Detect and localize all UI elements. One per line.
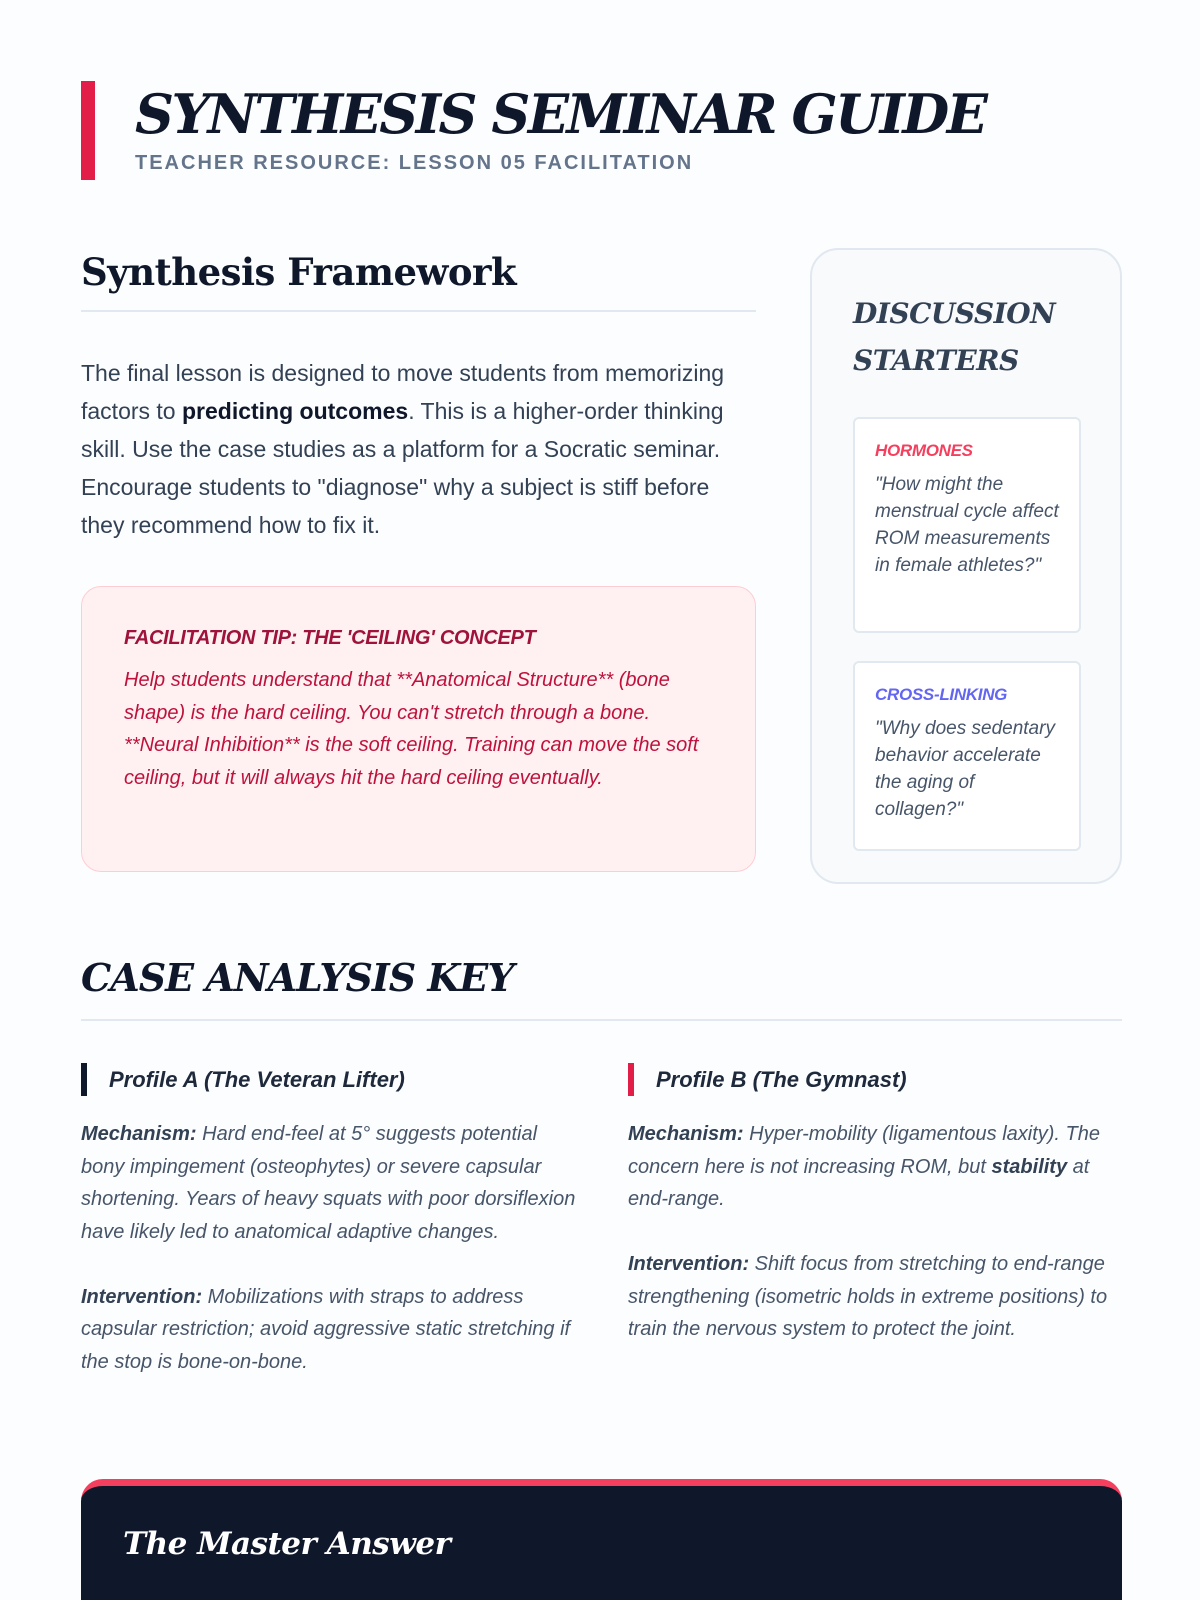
profile-card bbox=[628, 1063, 1128, 1346]
facilitation-tip-callout bbox=[81, 586, 756, 872]
paragraph-spacer bbox=[628, 1216, 1128, 1249]
discussion-starter-card bbox=[853, 661, 1081, 851]
intervention-text: Mobilizations with straps to address capsular restriction; avoid aggressive static stretching if the stop is bone-on-bone. bbox=[81, 1285, 571, 1373]
discussion-starter-tag: HORMONES bbox=[875, 441, 973, 460]
intervention-label: Intervention: bbox=[81, 1285, 203, 1308]
facilitation-tip-title: FACILITATION TIP: THE 'CEILING' CONCEPT bbox=[124, 627, 536, 649]
discussion-starter-card bbox=[853, 417, 1081, 633]
framework-intro-emphasis: predicting outcomes bbox=[181, 398, 409, 424]
framework-intro-start: The final lesson is designed to move students from memorizing factors to bbox=[81, 360, 725, 424]
framework-heading: Synthesis Framework bbox=[81, 250, 756, 312]
intervention-label: Intervention: bbox=[628, 1253, 750, 1275]
profile-intervention bbox=[628, 1248, 1128, 1346]
framework-intro-end: . This is a higher-order thinking skill. Use the case studies as a platform for a Socratic seminar. Encourage students to "diagnose" why a subject is stiff before they recommend how to fix it. bbox=[81, 398, 724, 538]
profile-details bbox=[628, 1118, 1128, 1346]
paragraph-spacer bbox=[81, 1248, 581, 1281]
case-analysis-heading: CASE ANALYSIS KEY bbox=[81, 955, 1122, 1021]
master-answer-panel bbox=[81, 1479, 1122, 1600]
intervention-text: Shift focus from stretching to end-range strengthening (isometric holds in extreme positions) to train the nervous system to protect the joint. bbox=[628, 1253, 1108, 1340]
profile-mechanism bbox=[628, 1118, 1128, 1216]
mechanism-label: Mechanism: bbox=[81, 1123, 197, 1145]
discussion-starter-question: "Why does sedentary behavior accelerate the aging of collagen?" bbox=[875, 718, 1055, 820]
profile-name: Profile A (The Veteran Lifter) bbox=[81, 1063, 581, 1096]
mechanism-label: Mechanism: bbox=[628, 1123, 744, 1145]
discussion-starters-panel bbox=[810, 248, 1122, 884]
page-header bbox=[81, 81, 985, 180]
page-subtitle: TEACHER RESOURCE: LESSON 05 FACILITATION bbox=[135, 152, 694, 174]
mechanism-text-end: at end-range. bbox=[628, 1155, 1090, 1210]
facilitation-tip-body: Help students understand that **Anatomical Structure** (bone shape) is the hard ceiling. You can't stretch through a bone. **Neural Inhibition** is the soft ceiling. Training can move the soft ceiling, but it will always hit the hard ceiling eventually. bbox=[124, 669, 699, 789]
page-title: SYNTHESIS SEMINAR GUIDE bbox=[135, 82, 986, 146]
profile-mechanism bbox=[81, 1118, 581, 1248]
mechanism-text: Hard end-feel at 5° suggests potential bony impingement (osteophytes) or severe capsular shortening. Years of heavy squats with poor dorsiflexion have likely led to anatomical adaptive changes. bbox=[81, 1123, 576, 1243]
synthesis-framework-section bbox=[81, 250, 756, 789]
discussion-starter-tag: CROSS-LINKING bbox=[875, 685, 1008, 704]
framework-intro bbox=[81, 354, 756, 544]
profile-intervention bbox=[81, 1281, 581, 1379]
profile-details bbox=[81, 1118, 581, 1378]
discussion-starters-title: DISCUSSION STARTERS bbox=[853, 297, 1056, 377]
mechanism-text: Hyper-mobility (ligamentous laxity). The concern here is not increasing ROM, but bbox=[628, 1123, 1101, 1178]
case-analysis-section bbox=[81, 955, 1122, 1373]
discussion-starter-question: "How might the menstrual cycle affect ROM measurements in female athletes?" bbox=[875, 474, 1059, 576]
profile-name: Profile B (The Gymnast) bbox=[628, 1063, 1128, 1096]
mechanism-emphasis: stability bbox=[991, 1155, 1068, 1178]
profile-card bbox=[81, 1063, 581, 1378]
master-answer-title: The Master Answer bbox=[123, 1526, 451, 1562]
